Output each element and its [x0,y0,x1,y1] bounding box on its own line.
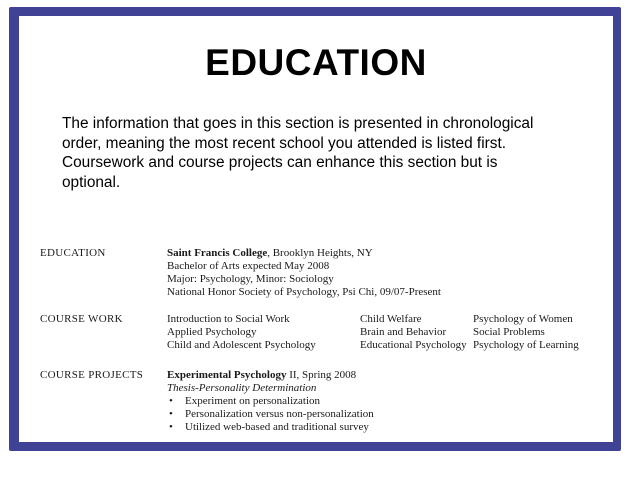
projects-section [40,369,600,439]
honor-line: National Honor Society of Psychology, Psi Chi, 09/07-Present [167,286,441,298]
project-thesis: Thesis-Personality Determination [167,382,317,394]
coursework-column-1 [167,313,316,352]
project-bullet: • Utilized web-based and traditional survey [167,421,374,434]
education-body [167,247,441,299]
course-item: Psychology of Learning [473,339,579,351]
project-term: II, Spring 2008 [286,369,357,381]
project-bullet: • Experiment on personalization [167,395,374,408]
course-item: Social Problems [473,326,545,338]
projects-body [167,369,374,434]
coursework-column-2 [360,313,467,352]
coursework-heading: COURSE WORK [40,313,123,325]
course-item: Brain and Behavior [360,326,447,338]
project-bullet: • Personalization versus non-personalization [167,408,374,421]
slide-title: EDUCATION [205,42,427,83]
education-heading: EDUCATION [40,247,106,259]
education-section [40,247,600,307]
course-item: Introduction to Social Work [167,313,290,325]
course-item: Child and Adolescent Psychology [167,339,316,351]
slide [19,16,613,442]
projects-heading: COURSE PROJECTS [40,369,144,381]
course-item: Child Welfare [360,313,422,325]
coursework-column-3 [473,313,579,352]
school-location: , Brooklyn Heights, NY [267,247,373,259]
school-name: Saint Francis College [167,247,268,259]
course-item: Applied Psychology [167,326,257,338]
project-title-line [167,369,374,382]
degree-line: Bachelor of Arts expected May 2008 [167,260,330,272]
resume-sample [40,247,600,433]
project-title: Experimental Psychology [167,369,287,381]
school-line [167,247,441,260]
intro-paragraph: The information that goes in this section is presented in chronological order, meaning the most recent school you attended is listed first. Coursework and course projects can enhance this section but is optional. [62,115,534,191]
coursework-section [40,313,600,363]
course-item: Educational Psychology [360,339,467,351]
major-line: Major: Psychology, Minor: Sociology [167,273,334,285]
course-item: Psychology of Women [473,313,573,325]
